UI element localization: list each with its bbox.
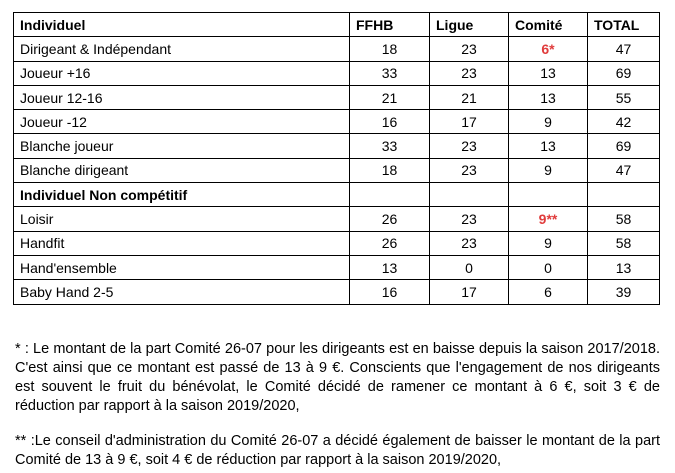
table-row (14, 158, 660, 182)
row-label: Baby Hand 2-5 (14, 280, 350, 304)
cell-ligue: 17 (430, 110, 509, 134)
cell-ligue: 23 (430, 37, 509, 61)
row-label: Hand'ensemble (14, 255, 350, 279)
row-label: Joueur 12-16 (14, 85, 350, 109)
cell-total: 55 (588, 85, 660, 109)
header-individuel: Individuel (14, 13, 350, 37)
cell-ligue: 23 (430, 61, 509, 85)
cell-ffhb: 33 (350, 61, 430, 85)
header-ligue: Ligue (430, 13, 509, 37)
table-row (14, 37, 660, 61)
cell-comite: 13 (509, 61, 588, 85)
section-title-non-competitif: Individuel Non compétitif (14, 183, 350, 207)
cell-total: 39 (588, 280, 660, 304)
footnote-loisir: ** :Le conseil d'administration du Comité 26-07 a décidé également de baisser le montant de la part Comité de 13 à 9 €, soit 4 € de réduction par rapport à la saison 2019/2020, (15, 433, 660, 468)
footnote-dirigeants: * : Le montant de la part Comité 26-07 pour les dirigeants est en baisse depuis la saison 2017/2018. C'est ainsi que ce montant est passé de 13 à 9 €. Conscients que l'engagement de nos dirigeants est souvent le fruit du bénévolat, le Comité décidé de ramener ce montant à 6 €, soit 3 € de réduction par rapport à la saison 2019/2020, (15, 341, 660, 414)
cell-ligue: 21 (430, 85, 509, 109)
row-label: Loisir (14, 207, 350, 231)
cell-ffhb: 26 (350, 231, 430, 255)
cell-ffhb: 21 (350, 85, 430, 109)
cell-comite: 0 (509, 255, 588, 279)
cell-comite-highlight: 9** (509, 207, 588, 231)
cell-ffhb: 18 (350, 158, 430, 182)
cell-total: 47 (588, 37, 660, 61)
cell-ligue: 17 (430, 280, 509, 304)
cell-comite-highlight: 6* (509, 37, 588, 61)
row-label: Joueur +16 (14, 61, 350, 85)
header-total: TOTAL (588, 13, 660, 37)
table-row (14, 110, 660, 134)
cell-comite: 13 (509, 134, 588, 158)
table-row (14, 255, 660, 279)
table-row (14, 85, 660, 109)
header-row (14, 13, 660, 37)
table-row (14, 134, 660, 158)
cell-ffhb: 16 (350, 280, 430, 304)
row-label: Handfit (14, 231, 350, 255)
row-label: Blanche joueur (14, 134, 350, 158)
cell-comite: 9 (509, 158, 588, 182)
cell-ligue: 23 (430, 231, 509, 255)
cell-ffhb: 18 (350, 37, 430, 61)
cell-total: 47 (588, 158, 660, 182)
header-comite: Comité (509, 13, 588, 37)
cell-total: 69 (588, 61, 660, 85)
cell-comite: 6 (509, 280, 588, 304)
empty-cell (350, 183, 430, 207)
cell-comite: 9 (509, 231, 588, 255)
empty-cell (588, 183, 660, 207)
empty-cell (509, 183, 588, 207)
header-ffhb: FFHB (350, 13, 430, 37)
section-header-row (14, 183, 660, 207)
cell-ffhb: 13 (350, 255, 430, 279)
row-label: Dirigeant & Indépendant (14, 37, 350, 61)
cell-total: 58 (588, 231, 660, 255)
cell-total: 58 (588, 207, 660, 231)
cell-total: 13 (588, 255, 660, 279)
cell-comite: 9 (509, 110, 588, 134)
cell-total: 42 (588, 110, 660, 134)
cell-total: 69 (588, 134, 660, 158)
cell-ffhb: 26 (350, 207, 430, 231)
cell-comite: 13 (509, 85, 588, 109)
table-row (14, 61, 660, 85)
cell-ffhb: 16 (350, 110, 430, 134)
empty-cell (430, 183, 509, 207)
cell-ffhb: 33 (350, 134, 430, 158)
row-label: Joueur -12 (14, 110, 350, 134)
row-label: Blanche dirigeant (14, 158, 350, 182)
fees-table (13, 12, 660, 305)
cell-ligue: 23 (430, 158, 509, 182)
cell-ligue: 0 (430, 255, 509, 279)
table-row (14, 207, 660, 231)
cell-ligue: 23 (430, 207, 509, 231)
table-row (14, 280, 660, 304)
table-row (14, 231, 660, 255)
cell-ligue: 23 (430, 134, 509, 158)
